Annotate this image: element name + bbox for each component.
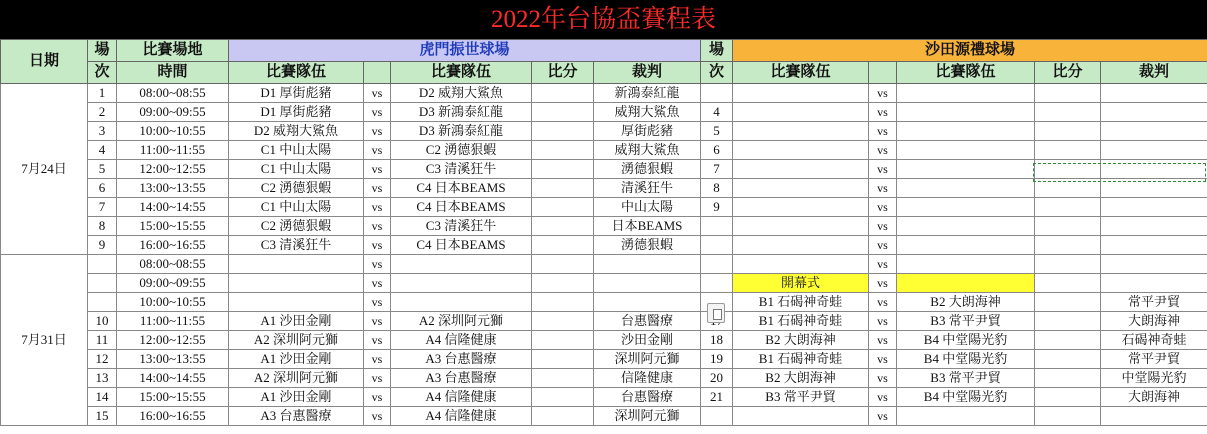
referee-b-cell[interactable] (1101, 122, 1207, 141)
referee-b-cell[interactable] (1101, 274, 1207, 293)
vs-a-cell[interactable]: vs (364, 388, 391, 407)
header-venue-label[interactable]: 比賽場地 (117, 40, 229, 62)
referee-b-cell[interactable] (1101, 236, 1207, 255)
round-a-cell[interactable]: 4 (88, 141, 117, 160)
vs-a-cell[interactable]: vs (364, 407, 391, 426)
score-b-cell[interactable] (1035, 217, 1101, 236)
team-a2-cell[interactable]: D3 新鴻泰紅龍 (391, 103, 532, 122)
team-b1-cell[interactable] (733, 179, 869, 198)
table-row (1, 312, 1207, 331)
header-row-1 (1, 40, 1207, 62)
date-cell[interactable]: 7月31日 (1, 255, 88, 426)
round-b-cell[interactable] (701, 255, 733, 274)
score-a-cell[interactable] (532, 312, 594, 331)
referee-b-cell[interactable]: 大朗海神 (1101, 312, 1207, 331)
round-b-cell[interactable] (701, 217, 733, 236)
time-cell[interactable]: 15:00~15:55 (117, 388, 229, 407)
team-a1-cell[interactable]: C1 中山太陽 (229, 160, 364, 179)
vs-b-cell[interactable]: vs (869, 274, 897, 293)
team-a2-cell[interactable]: C4 日本BEAMS (391, 198, 532, 217)
referee-a-cell[interactable] (594, 293, 701, 312)
vs-a-cell[interactable]: vs (364, 236, 391, 255)
referee-b-cell[interactable] (1101, 407, 1207, 426)
vs-b-cell[interactable]: vs (869, 160, 897, 179)
header-vs-b[interactable] (869, 62, 897, 84)
header-date[interactable]: 日期 (1, 40, 88, 84)
referee-a-cell[interactable]: 台惠醫療 (594, 312, 701, 331)
vs-b-cell[interactable]: vs (869, 407, 897, 426)
score-b-cell[interactable] (1035, 198, 1101, 217)
header-team-a2[interactable]: 比賽隊伍 (391, 62, 532, 84)
round-b-cell[interactable]: 4 (701, 103, 733, 122)
score-a-cell[interactable] (532, 350, 594, 369)
table-row (1, 217, 1207, 236)
team-b2-cell[interactable] (897, 179, 1035, 198)
referee-a-cell[interactable]: 沙田金剛 (594, 331, 701, 350)
referee-a-cell[interactable]: 湧德狠蝦 (594, 236, 701, 255)
score-b-cell[interactable] (1035, 274, 1101, 293)
vs-b-cell[interactable]: vs (869, 255, 897, 274)
team-a1-cell[interactable]: A2 深圳阿元獅 (229, 331, 364, 350)
team-a1-cell[interactable]: A1 沙田金剛 (229, 388, 364, 407)
team-b2-cell[interactable]: B3 常平尹貿 (897, 369, 1035, 388)
table-row (1, 369, 1207, 388)
team-b1-cell[interactable]: B3 常平尹貿 (733, 388, 869, 407)
round-b-cell[interactable]: 18 (701, 331, 733, 350)
header-round-a-top[interactable]: 場 (88, 40, 117, 62)
team-a2-cell[interactable]: C2 湧德狠蝦 (391, 141, 532, 160)
team-b1-cell[interactable]: B2 大朗海神 (733, 369, 869, 388)
round-b-cell[interactable]: 7 (701, 160, 733, 179)
team-b1-cell[interactable]: B1 石碣神奇蛙 (733, 312, 869, 331)
vs-a-cell[interactable]: vs (364, 198, 391, 217)
referee-b-cell[interactable] (1101, 160, 1207, 179)
team-b2-cell[interactable] (897, 217, 1035, 236)
referee-b-cell[interactable] (1101, 141, 1207, 160)
referee-b-cell[interactable] (1101, 217, 1207, 236)
vs-a-cell[interactable]: vs (364, 160, 391, 179)
team-b1-cell[interactable]: 開幕式 (733, 274, 869, 293)
vs-b-cell[interactable]: vs (869, 388, 897, 407)
team-b2-cell[interactable] (897, 407, 1035, 426)
round-a-cell[interactable]: 8 (88, 217, 117, 236)
round-a-cell[interactable]: 3 (88, 122, 117, 141)
score-b-cell[interactable] (1035, 179, 1101, 198)
header-venue-b[interactable]: 沙田源禮球場 (733, 40, 1207, 62)
vs-a-cell[interactable]: vs (364, 103, 391, 122)
round-a-cell[interactable]: 2 (88, 103, 117, 122)
referee-a-cell[interactable]: 威翔大鯊魚 (594, 103, 701, 122)
round-a-cell[interactable]: 15 (88, 407, 117, 426)
vs-a-cell[interactable]: vs (364, 255, 391, 274)
team-a1-cell[interactable]: A1 沙田金剛 (229, 350, 364, 369)
header-team-a1[interactable]: 比賽隊伍 (229, 62, 364, 84)
team-a2-cell[interactable]: A4 信隆健康 (391, 388, 532, 407)
paste-options-icon[interactable] (707, 303, 725, 323)
score-a-cell[interactable] (532, 198, 594, 217)
round-b-cell[interactable]: 8 (701, 179, 733, 198)
vs-a-cell[interactable]: vs (364, 293, 391, 312)
time-cell[interactable]: 13:00~13:55 (117, 350, 229, 369)
referee-a-cell[interactable]: 厚街彪豬 (594, 122, 701, 141)
table-row (1, 103, 1207, 122)
time-cell[interactable]: 08:00~08:55 (117, 84, 229, 103)
round-b-cell[interactable]: 9 (701, 198, 733, 217)
team-a1-cell[interactable]: C3 清溪狂牛 (229, 236, 364, 255)
team-a2-cell[interactable]: C4 日本BEAMS (391, 179, 532, 198)
team-a2-cell[interactable]: C3 清溪狂牛 (391, 160, 532, 179)
team-b1-cell[interactable] (733, 236, 869, 255)
team-b2-cell[interactable] (897, 236, 1035, 255)
vs-b-cell[interactable]: vs (869, 122, 897, 141)
score-a-cell[interactable] (532, 122, 594, 141)
time-cell[interactable]: 11:00~11:55 (117, 141, 229, 160)
time-cell[interactable]: 16:00~16:55 (117, 236, 229, 255)
referee-a-cell[interactable]: 信隆健康 (594, 369, 701, 388)
team-a1-cell[interactable] (229, 293, 364, 312)
round-a-cell[interactable]: 5 (88, 160, 117, 179)
header-venue-a[interactable]: 虎門振世球場 (229, 40, 701, 62)
vs-b-cell[interactable]: vs (869, 369, 897, 388)
score-a-cell[interactable] (532, 369, 594, 388)
team-a1-cell[interactable]: A3 台惠醫療 (229, 407, 364, 426)
table-row (1, 122, 1207, 141)
team-a2-cell[interactable] (391, 293, 532, 312)
referee-a-cell[interactable]: 台惠醫療 (594, 388, 701, 407)
table-row (1, 255, 1207, 274)
score-a-cell[interactable] (532, 293, 594, 312)
round-b-cell[interactable]: 5 (701, 122, 733, 141)
vs-a-cell[interactable]: vs (364, 350, 391, 369)
round-b-cell[interactable]: 6 (701, 141, 733, 160)
sheet-title: 2022年台協盃賽程表 (490, 6, 716, 33)
referee-b-cell[interactable] (1101, 198, 1207, 217)
team-a1-cell[interactable]: A1 沙田金剛 (229, 312, 364, 331)
vs-a-cell[interactable]: vs (364, 369, 391, 388)
team-b1-cell[interactable]: B1 石碣神奇蛙 (733, 350, 869, 369)
score-a-cell[interactable] (532, 84, 594, 103)
score-b-cell[interactable] (1035, 255, 1101, 274)
time-cell[interactable]: 09:00~09:55 (117, 103, 229, 122)
score-a-cell[interactable] (532, 103, 594, 122)
table-row (1, 160, 1207, 179)
team-a2-cell[interactable]: C3 清溪狂牛 (391, 217, 532, 236)
team-a1-cell[interactable]: C2 湧德狠蝦 (229, 217, 364, 236)
team-b2-cell[interactable]: B2 大朗海神 (897, 293, 1035, 312)
score-b-cell[interactable] (1035, 331, 1101, 350)
team-b2-cell[interactable]: B3 常平尹貿 (897, 312, 1035, 331)
team-b2-cell[interactable] (897, 103, 1035, 122)
referee-b-cell[interactable]: 大朗海神 (1101, 388, 1207, 407)
round-a-cell[interactable]: 9 (88, 236, 117, 255)
table-row (1, 274, 1207, 293)
score-b-cell[interactable] (1035, 84, 1101, 103)
vs-a-cell[interactable]: vs (364, 217, 391, 236)
team-a2-cell[interactable] (391, 274, 532, 293)
team-b2-cell[interactable]: B4 中堂陽光豹 (897, 388, 1035, 407)
time-cell[interactable]: 10:00~10:55 (117, 122, 229, 141)
table-row (1, 350, 1207, 369)
round-a-cell[interactable]: 10 (88, 312, 117, 331)
vs-b-cell[interactable]: vs (869, 141, 897, 160)
team-a2-cell[interactable]: A3 台惠醫療 (391, 369, 532, 388)
header-vs-a[interactable] (364, 62, 391, 84)
score-a-cell[interactable] (532, 274, 594, 293)
score-a-cell[interactable] (532, 255, 594, 274)
round-a-cell[interactable]: 11 (88, 331, 117, 350)
score-b-cell[interactable] (1035, 103, 1101, 122)
referee-a-cell[interactable] (594, 255, 701, 274)
team-b2-cell[interactable] (897, 274, 1035, 293)
team-a2-cell[interactable]: C4 日本BEAMS (391, 236, 532, 255)
team-b1-cell[interactable] (733, 255, 869, 274)
score-b-cell[interactable] (1035, 160, 1101, 179)
table-row (1, 293, 1207, 312)
team-b1-cell[interactable] (733, 103, 869, 122)
table-row (1, 141, 1207, 160)
vs-b-cell[interactable]: vs (869, 350, 897, 369)
team-b1-cell[interactable] (733, 407, 869, 426)
time-cell[interactable]: 13:00~13:55 (117, 179, 229, 198)
header-team-b1[interactable]: 比賽隊伍 (733, 62, 869, 84)
team-a2-cell[interactable]: D3 新鴻泰紅龍 (391, 122, 532, 141)
referee-b-cell[interactable] (1101, 103, 1207, 122)
round-b-cell[interactable]: 21 (701, 388, 733, 407)
team-b2-cell[interactable] (897, 255, 1035, 274)
time-cell[interactable]: 11:00~11:55 (117, 312, 229, 331)
time-cell[interactable]: 14:00~14:55 (117, 198, 229, 217)
schedule-table (0, 39, 1207, 426)
team-b2-cell[interactable]: B4 中堂陽光豹 (897, 350, 1035, 369)
referee-b-cell[interactable]: 石碣神奇蛙 (1101, 331, 1207, 350)
round-b-cell[interactable] (701, 84, 733, 103)
table-row (1, 198, 1207, 217)
team-a1-cell[interactable]: D2 威翔大鯊魚 (229, 122, 364, 141)
vs-b-cell[interactable]: vs (869, 84, 897, 103)
team-a1-cell[interactable]: C1 中山太陽 (229, 198, 364, 217)
team-b2-cell[interactable]: B4 中堂陽光豹 (897, 331, 1035, 350)
team-b2-cell[interactable] (897, 198, 1035, 217)
score-b-cell[interactable] (1035, 312, 1101, 331)
date-cell[interactable]: 7月24日 (1, 84, 88, 255)
time-cell[interactable]: 10:00~10:55 (117, 293, 229, 312)
team-a1-cell[interactable] (229, 255, 364, 274)
round-a-cell[interactable]: 7 (88, 198, 117, 217)
referee-a-cell[interactable]: 威翔大鯊魚 (594, 141, 701, 160)
round-a-cell[interactable]: 6 (88, 179, 117, 198)
referee-b-cell[interactable] (1101, 255, 1207, 274)
score-b-cell[interactable] (1035, 369, 1101, 388)
team-a2-cell[interactable]: A4 信隆健康 (391, 331, 532, 350)
time-cell[interactable]: 09:00~09:55 (117, 274, 229, 293)
team-b2-cell[interactable] (897, 84, 1035, 103)
score-a-cell[interactable] (532, 179, 594, 198)
team-b1-cell[interactable]: B1 石碣神奇蛙 (733, 293, 869, 312)
vs-a-cell[interactable]: vs (364, 331, 391, 350)
score-a-cell[interactable] (532, 236, 594, 255)
table-row (1, 407, 1207, 426)
team-b1-cell[interactable] (733, 160, 869, 179)
team-a2-cell[interactable] (391, 255, 532, 274)
referee-a-cell[interactable]: 湧德狠蝦 (594, 160, 701, 179)
team-a1-cell[interactable]: D1 厚街彪豬 (229, 84, 364, 103)
header-round-b-top[interactable]: 場 (701, 40, 733, 62)
team-b2-cell[interactable] (897, 160, 1035, 179)
score-a-cell[interactable] (532, 388, 594, 407)
table-row (1, 236, 1207, 255)
round-b-cell[interactable] (701, 236, 733, 255)
vs-b-cell[interactable]: vs (869, 103, 897, 122)
round-a-cell[interactable]: 1 (88, 84, 117, 103)
referee-a-cell[interactable]: 日本BEAMS (594, 217, 701, 236)
score-a-cell[interactable] (532, 331, 594, 350)
vs-a-cell[interactable]: vs (364, 122, 391, 141)
referee-a-cell[interactable]: 深圳阿元獅 (594, 407, 701, 426)
team-b1-cell[interactable] (733, 217, 869, 236)
score-b-cell[interactable] (1035, 293, 1101, 312)
time-cell[interactable]: 08:00~08:55 (117, 255, 229, 274)
vs-b-cell[interactable]: vs (869, 179, 897, 198)
time-cell[interactable]: 12:00~12:55 (117, 331, 229, 350)
round-a-cell[interactable]: 14 (88, 388, 117, 407)
score-b-cell[interactable] (1035, 141, 1101, 160)
referee-a-cell[interactable]: 清溪狂牛 (594, 179, 701, 198)
time-cell[interactable]: 12:00~12:55 (117, 160, 229, 179)
team-a2-cell[interactable]: A3 台惠醫療 (391, 350, 532, 369)
vs-a-cell[interactable]: vs (364, 312, 391, 331)
team-a2-cell[interactable]: A4 信隆健康 (391, 407, 532, 426)
score-a-cell[interactable] (532, 407, 594, 426)
time-cell[interactable]: 14:00~14:55 (117, 369, 229, 388)
vs-b-cell[interactable]: vs (869, 236, 897, 255)
vs-b-cell[interactable]: vs (869, 198, 897, 217)
header-referee-a[interactable]: 裁判 (594, 62, 701, 84)
round-a-cell[interactable]: 12 (88, 350, 117, 369)
table-row (1, 179, 1207, 198)
score-b-cell[interactable] (1035, 407, 1101, 426)
score-a-cell[interactable] (532, 160, 594, 179)
table-row (1, 84, 1207, 103)
score-b-cell[interactable] (1035, 122, 1101, 141)
round-a-cell[interactable]: 13 (88, 369, 117, 388)
vs-a-cell[interactable]: vs (364, 84, 391, 103)
header-score-b[interactable]: 比分 (1035, 62, 1101, 84)
team-b1-cell[interactable] (733, 122, 869, 141)
header-row-2 (1, 62, 1207, 84)
team-b1-cell[interactable]: B2 大朗海神 (733, 331, 869, 350)
round-b-cell[interactable] (701, 274, 733, 293)
round-b-cell[interactable]: 20 (701, 369, 733, 388)
team-b1-cell[interactable] (733, 84, 869, 103)
referee-a-cell[interactable]: 中山太陽 (594, 198, 701, 217)
table-row (1, 388, 1207, 407)
referee-a-cell[interactable] (594, 274, 701, 293)
score-b-cell[interactable] (1035, 350, 1101, 369)
round-a-cell[interactable] (88, 255, 117, 274)
referee-b-cell[interactable]: 常平尹貿 (1101, 350, 1207, 369)
vs-b-cell[interactable]: vs (869, 217, 897, 236)
table-row (1, 331, 1207, 350)
team-a1-cell[interactable]: A2 深圳阿元獅 (229, 369, 364, 388)
round-b-cell[interactable]: 19 (701, 350, 733, 369)
team-a2-cell[interactable]: D2 威翔大鯊魚 (391, 84, 532, 103)
team-b1-cell[interactable] (733, 141, 869, 160)
header-time[interactable]: 時間 (117, 62, 229, 84)
time-cell[interactable]: 16:00~16:55 (117, 407, 229, 426)
vs-b-cell[interactable]: vs (869, 293, 897, 312)
referee-b-cell[interactable] (1101, 84, 1207, 103)
team-a1-cell[interactable]: D1 厚街彪豬 (229, 103, 364, 122)
vs-a-cell[interactable]: vs (364, 141, 391, 160)
referee-b-cell[interactable] (1101, 179, 1207, 198)
referee-a-cell[interactable]: 新鴻泰紅龍 (594, 84, 701, 103)
round-a-cell[interactable] (88, 274, 117, 293)
team-b2-cell[interactable] (897, 141, 1035, 160)
time-cell[interactable]: 15:00~15:55 (117, 217, 229, 236)
title-bar (0, 0, 1207, 39)
score-b-cell[interactable] (1035, 388, 1101, 407)
team-a1-cell[interactable] (229, 274, 364, 293)
round-b-cell[interactable] (701, 407, 733, 426)
team-b2-cell[interactable] (897, 122, 1035, 141)
round-a-cell[interactable] (88, 293, 117, 312)
team-a2-cell[interactable]: A2 深圳阿元獅 (391, 312, 532, 331)
header-round-a-bottom[interactable]: 次 (88, 62, 117, 84)
team-b1-cell[interactable] (733, 198, 869, 217)
score-a-cell[interactable] (532, 217, 594, 236)
header-round-b-bottom[interactable]: 次 (701, 62, 733, 84)
team-a1-cell[interactable]: C1 中山太陽 (229, 141, 364, 160)
score-a-cell[interactable] (532, 141, 594, 160)
referee-a-cell[interactable]: 深圳阿元獅 (594, 350, 701, 369)
referee-b-cell[interactable]: 常平尹貿 (1101, 293, 1207, 312)
vs-b-cell[interactable]: vs (869, 331, 897, 350)
header-team-b2[interactable]: 比賽隊伍 (897, 62, 1035, 84)
vs-a-cell[interactable]: vs (364, 274, 391, 293)
referee-b-cell[interactable]: 中堂陽光豹 (1101, 369, 1207, 388)
team-a1-cell[interactable]: C2 湧德狠蝦 (229, 179, 364, 198)
vs-b-cell[interactable]: vs (869, 312, 897, 331)
score-b-cell[interactable] (1035, 236, 1101, 255)
header-referee-b[interactable]: 裁判 (1101, 62, 1207, 84)
vs-a-cell[interactable]: vs (364, 179, 391, 198)
header-score-a[interactable]: 比分 (532, 62, 594, 84)
